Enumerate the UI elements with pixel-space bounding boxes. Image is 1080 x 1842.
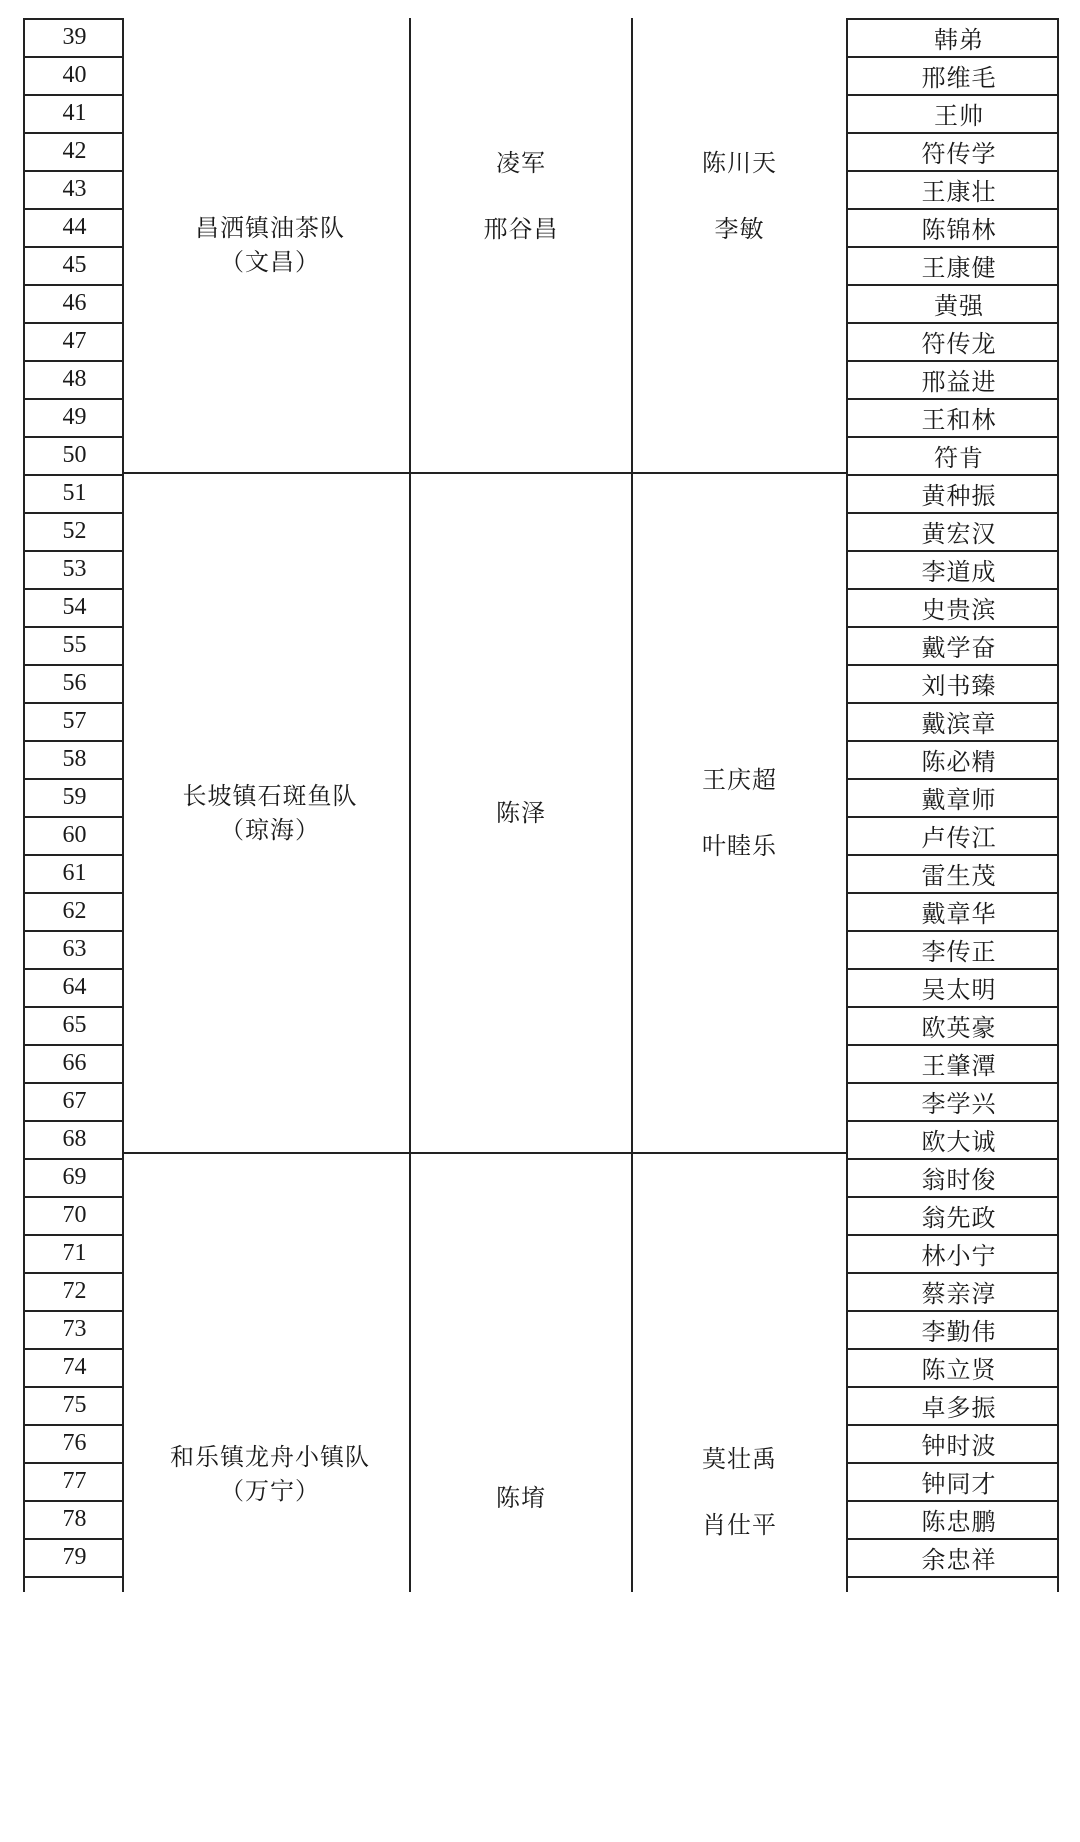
row-rule — [23, 740, 124, 742]
row-number: 48 — [62, 365, 87, 392]
player-name: 欧大诚 — [921, 1127, 997, 1156]
player-name: 李传正 — [921, 937, 997, 966]
player-name: 符肯 — [934, 443, 984, 472]
row-number: 45 — [62, 251, 87, 278]
player-name: 戴学奋 — [921, 633, 997, 662]
player-name: 符传龙 — [921, 329, 997, 358]
row-rule — [23, 664, 124, 666]
player-name: 陈立贤 — [921, 1355, 997, 1384]
column-rule — [846, 18, 848, 1592]
team-cell — [126, 474, 414, 1152]
row-rule — [846, 398, 1059, 400]
row-rule — [23, 1234, 124, 1236]
row-rule — [846, 1386, 1059, 1388]
row-rule — [23, 398, 124, 400]
player-name: 戴章华 — [921, 899, 997, 928]
row-number: 67 — [62, 1087, 87, 1114]
row-rule — [23, 968, 124, 970]
row-rule — [23, 1082, 124, 1084]
team-name: 长坡镇石斑鱼队 — [182, 782, 358, 810]
player-name: 李学兴 — [921, 1089, 997, 1118]
row-rule — [23, 1272, 124, 1274]
row-rule — [846, 702, 1059, 704]
player-name: 李勤伟 — [921, 1317, 997, 1346]
row-rule — [23, 1158, 124, 1160]
player-name: 蔡亲淳 — [921, 1279, 997, 1308]
row-number: 64 — [62, 973, 87, 1000]
row-rule — [846, 1196, 1059, 1198]
row-number: 65 — [62, 1011, 87, 1038]
leader-name: 邢谷昌 — [483, 215, 559, 243]
player-name: 卢传江 — [921, 823, 997, 852]
player-name: 王肇潭 — [921, 1051, 997, 1080]
row-rule — [846, 360, 1059, 362]
player-name: 王康壮 — [921, 177, 997, 206]
player-name: 黄强 — [934, 291, 984, 320]
row-rule — [846, 1348, 1059, 1350]
row-rule — [846, 284, 1059, 286]
row-number: 76 — [62, 1429, 87, 1456]
row-number: 55 — [62, 631, 87, 658]
row-number: 74 — [62, 1353, 87, 1380]
row-rule — [23, 1120, 124, 1122]
row-rule — [23, 132, 124, 134]
row-rule — [23, 512, 124, 514]
player-name: 欧英豪 — [921, 1013, 997, 1042]
team-cell — [126, 18, 414, 472]
row-rule — [846, 550, 1059, 552]
row-number: 43 — [62, 175, 87, 202]
player-name: 邢维毛 — [921, 63, 997, 92]
row-rule — [23, 94, 124, 96]
row-rule — [23, 930, 124, 932]
leader-name: 陈堉 — [496, 1484, 546, 1512]
row-rule — [23, 550, 124, 552]
row-rule — [846, 1158, 1059, 1160]
team-region: （万宁） — [220, 1477, 320, 1505]
row-rule — [23, 1310, 124, 1312]
row-number: 50 — [62, 441, 87, 468]
row-number: 73 — [62, 1315, 87, 1342]
player-name: 陈锦林 — [921, 215, 997, 244]
row-rule — [846, 322, 1059, 324]
row-rule — [23, 322, 124, 324]
row-number: 53 — [62, 555, 87, 582]
coach-cell — [633, 1154, 846, 1830]
team-name: 和乐镇龙舟小镇队 — [170, 1443, 370, 1471]
row-rule — [23, 1196, 124, 1198]
leader-cell — [411, 474, 631, 1152]
row-number: 68 — [62, 1125, 87, 1152]
player-name: 邢益进 — [921, 367, 997, 396]
row-rule — [23, 588, 124, 590]
row-rule — [23, 1044, 124, 1046]
team-name: 昌洒镇油茶队 — [195, 214, 345, 242]
player-name: 戴滨章 — [921, 709, 997, 738]
row-rule — [846, 56, 1059, 58]
row-rule — [23, 170, 124, 172]
row-rule — [23, 854, 124, 856]
row-rule — [846, 1006, 1059, 1008]
row-rule — [846, 816, 1059, 818]
row-rule — [846, 854, 1059, 856]
row-rule — [846, 1234, 1059, 1236]
row-rule — [846, 1500, 1059, 1502]
player-name: 雷生茂 — [921, 861, 997, 890]
row-rule — [846, 626, 1059, 628]
row-rule — [23, 1576, 124, 1578]
row-rule — [23, 892, 124, 894]
row-number: 79 — [62, 1543, 87, 1570]
row-rule — [846, 740, 1059, 742]
row-number: 51 — [62, 479, 87, 506]
row-rule — [846, 930, 1059, 932]
row-rule — [846, 170, 1059, 172]
player-name: 钟同才 — [921, 1469, 997, 1498]
row-rule — [23, 246, 124, 248]
leader-cell — [411, 1154, 631, 1842]
row-number: 41 — [62, 99, 87, 126]
row-rule — [846, 512, 1059, 514]
row-rule — [846, 1044, 1059, 1046]
row-number: 39 — [62, 23, 87, 50]
leader-cell — [411, 18, 631, 374]
row-number: 49 — [62, 403, 87, 430]
player-name: 翁先政 — [921, 1203, 997, 1232]
leader-name: 陈泽 — [496, 799, 546, 827]
row-number: 61 — [62, 859, 87, 886]
row-rule — [846, 436, 1059, 438]
row-number: 47 — [62, 327, 87, 354]
player-name: 王康健 — [921, 253, 997, 282]
row-rule — [846, 18, 1059, 20]
coach-name: 陈川天 — [702, 149, 777, 177]
player-name: 钟时波 — [921, 1431, 997, 1460]
row-number: 57 — [62, 707, 87, 734]
player-name: 刘书臻 — [921, 671, 997, 700]
coach-cell — [633, 474, 846, 1152]
player-name: 李道成 — [921, 557, 997, 586]
player-name: 卓多振 — [921, 1393, 997, 1422]
row-rule — [23, 1386, 124, 1388]
team-cell — [126, 1154, 414, 1794]
row-rule — [23, 18, 124, 20]
row-number: 42 — [62, 137, 87, 164]
player-name: 陈忠鹏 — [921, 1507, 997, 1536]
player-name: 戴章师 — [921, 785, 997, 814]
row-rule — [846, 1120, 1059, 1122]
row-rule — [846, 664, 1059, 666]
player-name: 陈必精 — [921, 747, 997, 776]
row-rule — [846, 778, 1059, 780]
coach-cell — [633, 18, 846, 374]
player-name: 翁时俊 — [921, 1165, 997, 1194]
row-rule — [23, 1538, 124, 1540]
row-number: 63 — [62, 935, 87, 962]
row-rule — [846, 94, 1059, 96]
row-rule — [846, 1576, 1059, 1578]
row-rule — [23, 360, 124, 362]
team-region: （文昌） — [220, 248, 320, 276]
row-rule — [846, 892, 1059, 894]
leader-name: 凌军 — [496, 149, 546, 177]
row-rule — [846, 132, 1059, 134]
row-rule — [846, 1424, 1059, 1426]
row-number: 62 — [62, 897, 87, 924]
player-name: 王和林 — [921, 405, 997, 434]
row-rule — [846, 1272, 1059, 1274]
row-rule — [846, 588, 1059, 590]
row-number: 75 — [62, 1391, 87, 1418]
coach-name: 李敏 — [714, 215, 765, 243]
player-name: 韩弟 — [934, 25, 984, 54]
row-number: 52 — [62, 517, 87, 544]
row-rule — [23, 1500, 124, 1502]
row-rule — [23, 1348, 124, 1350]
player-name: 余忠祥 — [921, 1545, 997, 1574]
row-rule — [846, 474, 1059, 476]
row-number: 46 — [62, 289, 87, 316]
player-name: 黄宏汉 — [921, 519, 997, 548]
row-number: 71 — [62, 1239, 87, 1266]
row-number: 59 — [62, 783, 87, 810]
row-rule — [23, 1006, 124, 1008]
player-name: 史贵滨 — [921, 595, 997, 624]
coach-name: 莫壮禹 — [702, 1445, 777, 1473]
player-name: 林小宁 — [921, 1241, 997, 1270]
row-number: 66 — [62, 1049, 87, 1076]
player-name: 吴太明 — [921, 975, 997, 1004]
player-name: 符传学 — [921, 139, 997, 168]
coach-name: 肖仕平 — [702, 1511, 777, 1539]
row-rule — [23, 56, 124, 58]
row-rule — [846, 1082, 1059, 1084]
row-rule — [23, 626, 124, 628]
coach-name: 王庆超 — [702, 766, 777, 794]
row-number: 58 — [62, 745, 87, 772]
row-rule — [23, 1424, 124, 1426]
row-rule — [846, 1462, 1059, 1464]
row-rule — [846, 208, 1059, 210]
player-name: 王帅 — [934, 101, 984, 130]
player-name: 黄种振 — [921, 481, 997, 510]
row-number: 44 — [62, 213, 87, 240]
row-rule — [23, 284, 124, 286]
row-rule — [23, 816, 124, 818]
row-number: 72 — [62, 1277, 87, 1304]
row-number: 69 — [62, 1163, 87, 1190]
row-rule — [846, 1310, 1059, 1312]
row-rule — [846, 246, 1059, 248]
row-rule — [846, 1538, 1059, 1540]
row-rule — [23, 1462, 124, 1464]
row-rule — [846, 968, 1059, 970]
row-number: 77 — [62, 1467, 87, 1494]
row-number: 56 — [62, 669, 87, 696]
row-number: 54 — [62, 593, 87, 620]
row-rule — [23, 436, 124, 438]
row-rule — [23, 702, 124, 704]
row-number: 78 — [62, 1505, 87, 1532]
coach-name: 叶睦乐 — [702, 832, 777, 860]
row-number: 70 — [62, 1201, 87, 1228]
row-rule — [23, 474, 124, 476]
row-number: 60 — [62, 821, 87, 848]
team-region: （琼海） — [220, 816, 320, 844]
row-rule — [23, 778, 124, 780]
row-number: 40 — [62, 61, 87, 88]
row-rule — [23, 208, 124, 210]
